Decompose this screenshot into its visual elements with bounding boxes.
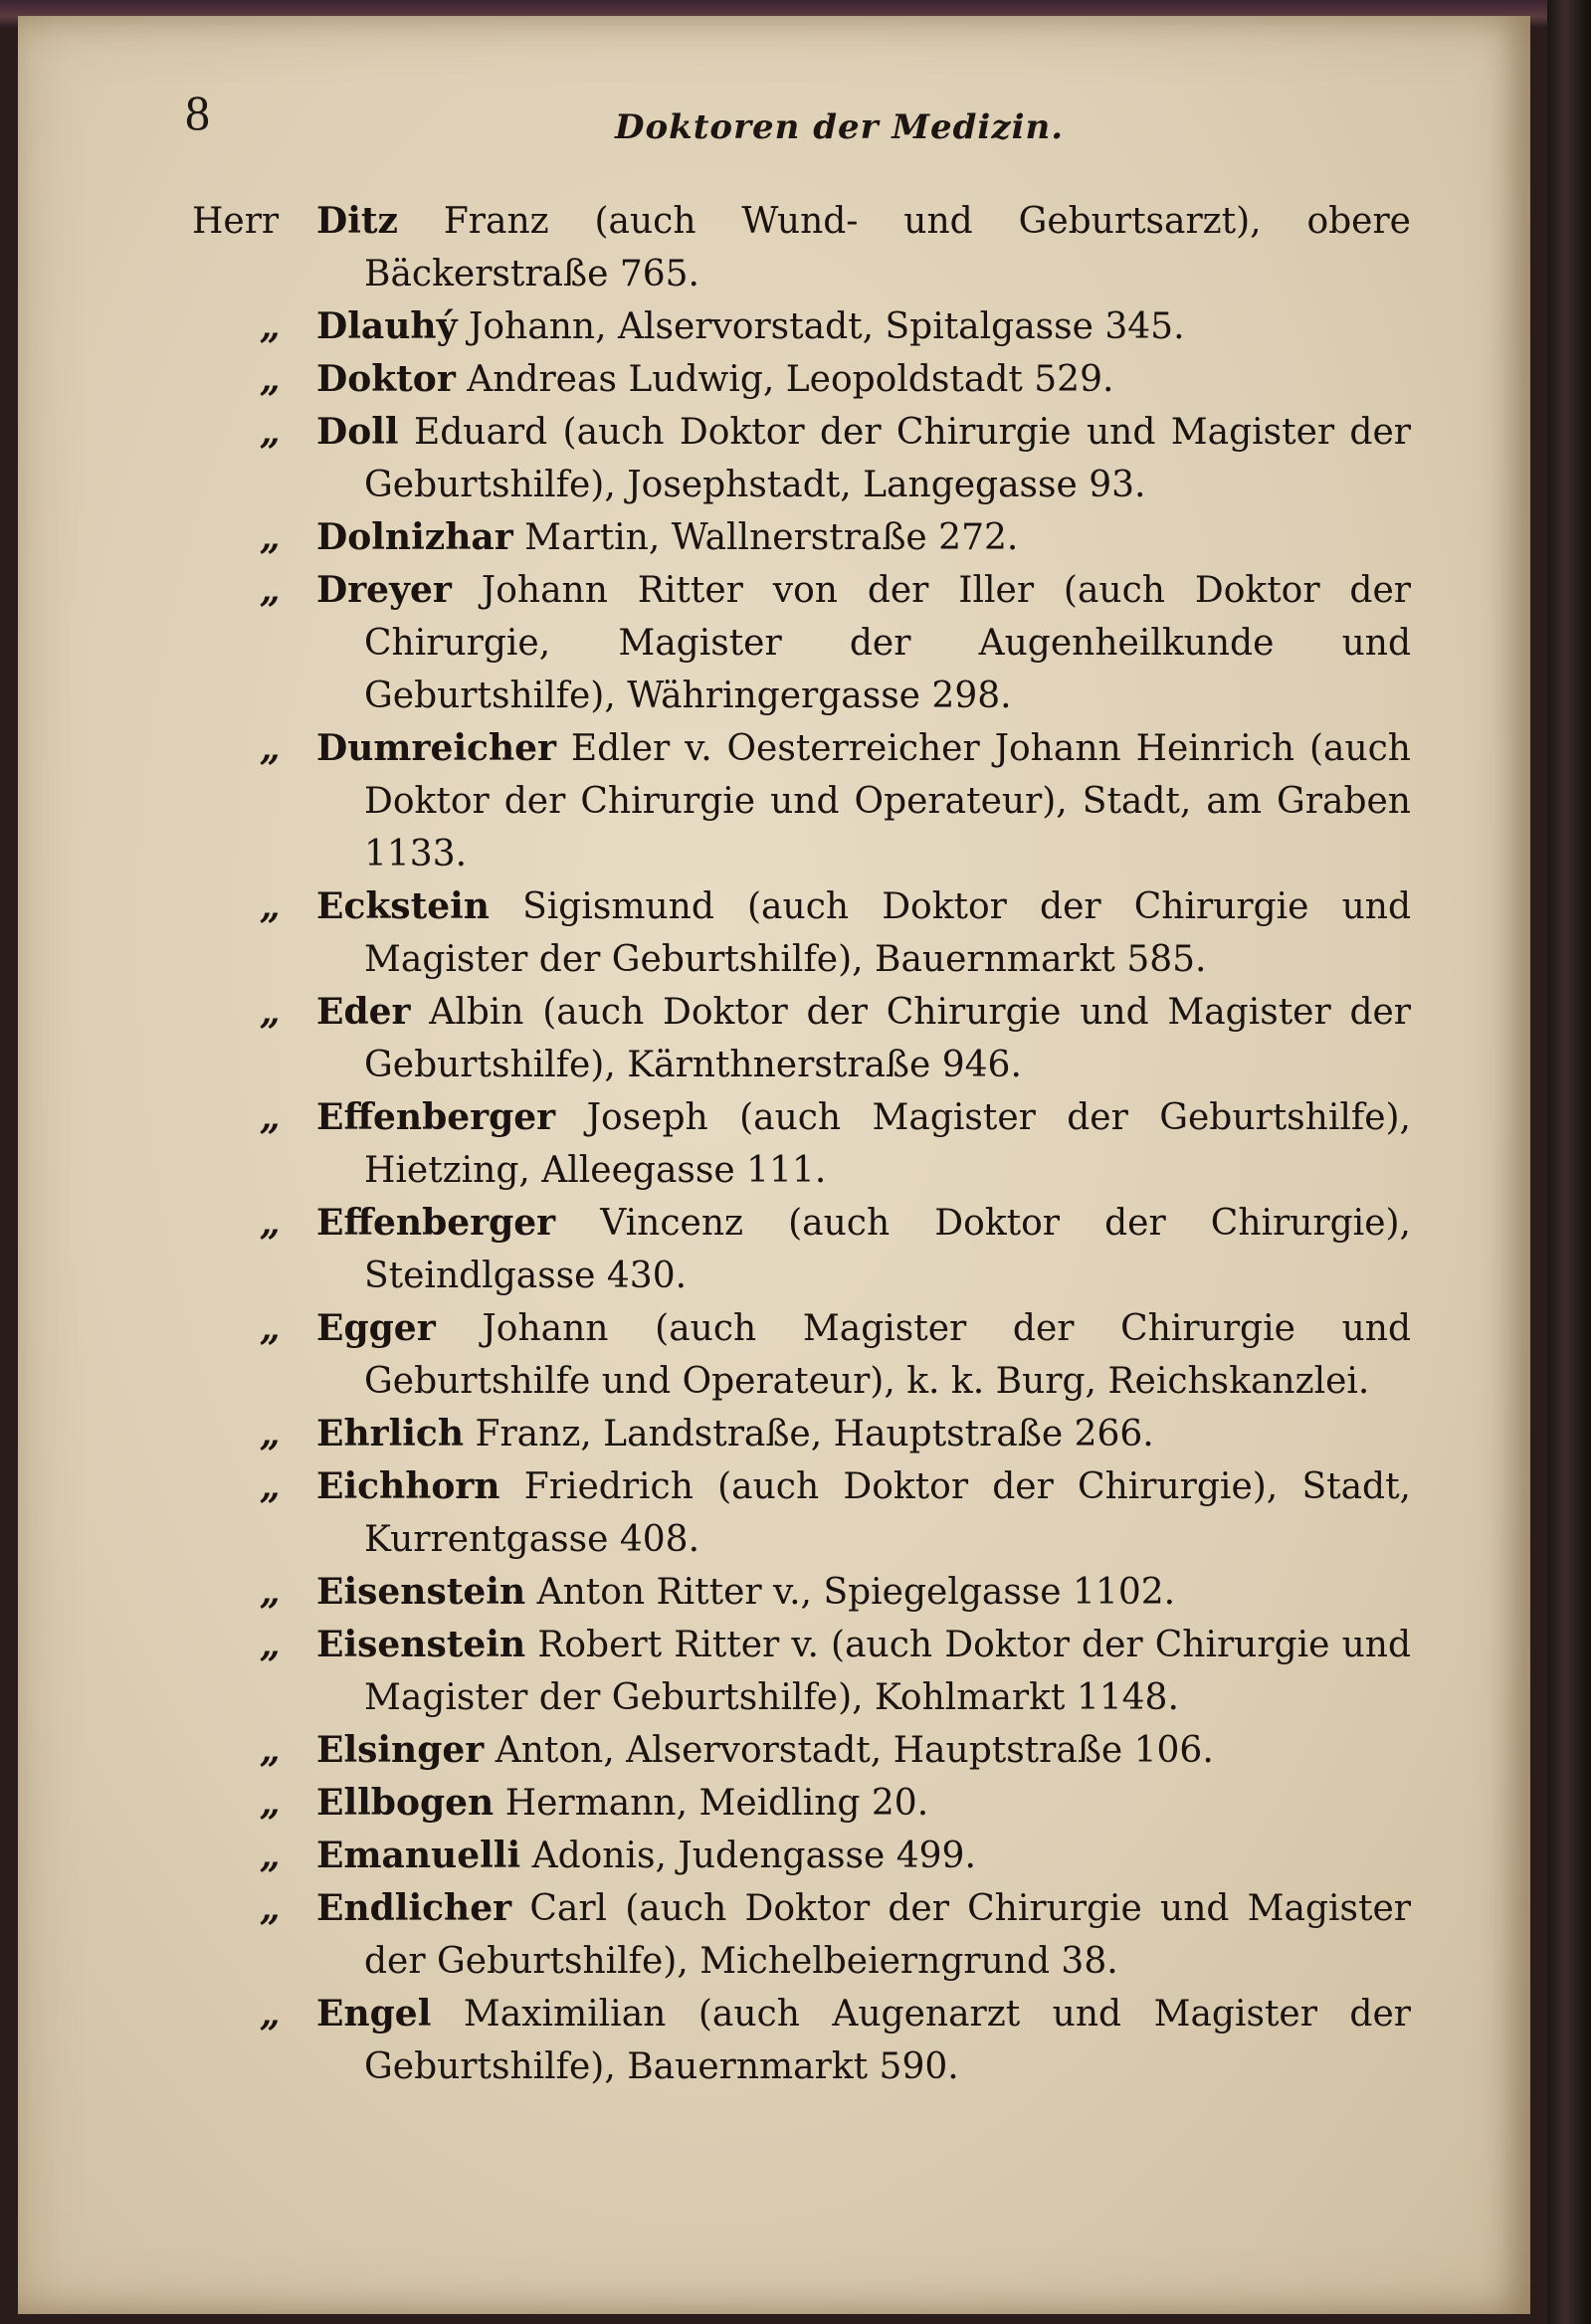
ditto-mark: „ <box>260 1307 281 1349</box>
ditto-mark: „ <box>260 305 281 347</box>
entry-surname: Dreyer <box>316 569 452 611</box>
entry-surname: Elsinger <box>316 1729 485 1771</box>
entry-surname: Effenberger <box>316 1096 556 1138</box>
ditto-mark: „ <box>260 1571 281 1613</box>
entry-surname: Engel <box>316 1993 432 2034</box>
directory-entry <box>192 1988 1411 2093</box>
running-head: Doktoren der Medizin. <box>615 107 1065 147</box>
directory-entry <box>192 195 1411 300</box>
ditto-mark: „ <box>260 1096 281 1138</box>
entry-surname: Ellbogen <box>316 1782 495 1824</box>
entry-details: Edler v. Oesterreicher Johann Heinrich (auch Doktor der Chirurgie und Operateur), Stadt, am Graben 1133. <box>364 728 1411 874</box>
ditto-mark: „ <box>260 885 281 927</box>
directory-entry <box>192 511 1411 564</box>
entry-details: Franz, Landstraße, Hauptstraße 266. <box>475 1414 1154 1454</box>
book-binding-right <box>1547 0 1591 2324</box>
entry-details: Adonis, Judengasse 499. <box>531 1836 976 1876</box>
page-number: 8 <box>185 85 210 140</box>
entry-details: Andreas Ludwig, Leopoldstadt 529. <box>467 359 1114 400</box>
entry-surname: Endlicher <box>316 1887 512 1929</box>
entry-surname: Eckstein <box>316 885 490 927</box>
directory-entry <box>192 880 1411 986</box>
entry-surname: Ditz <box>316 200 398 242</box>
entry-surname: Egger <box>316 1307 436 1349</box>
ditto-mark: „ <box>260 1835 281 1876</box>
directory-entry <box>192 1302 1411 1408</box>
entry-surname: Doktor <box>316 358 456 400</box>
entry-surname: Eisenstein <box>316 1624 526 1665</box>
entry-details: Robert Ritter v. (auch Doktor der Chirurgie und Magister der Geburtshilfe), Kohlmarkt 1148. <box>364 1625 1411 1718</box>
entry-details: Joseph (auch Magister der Geburtshilfe), Hietzing, Alleegasse 111. <box>364 1097 1411 1191</box>
directory-entry <box>192 722 1411 880</box>
directory-entry <box>192 1460 1411 1566</box>
entry-details: Albin (auch Doktor der Chirurgie und Magister der Geburtshilfe), Kärnthnerstraße 946. <box>364 992 1411 1085</box>
directory-entry <box>192 1091 1411 1197</box>
ditto-mark: „ <box>260 1465 281 1507</box>
ditto-mark: „ <box>260 411 281 453</box>
entry-surname: Effenberger <box>316 1202 556 1244</box>
entry-details: Franz (auch Wund- und Geburtsarzt), obere Bäckerstraße 765. <box>364 201 1411 294</box>
entry-details: Johann (auch Magister der Chirurgie und Geburtshilfe und Operateur), k. k. Burg, Reichskanzlei. <box>364 1308 1412 1402</box>
entry-surname: Dumreicher <box>316 727 556 769</box>
entry-surname: Doll <box>316 411 399 453</box>
directory-entry <box>192 1724 1411 1777</box>
entry-details: Hermann, Meidling 20. <box>504 1783 929 1824</box>
directory-entry <box>192 1619 1411 1724</box>
entry-surname: Eder <box>316 991 411 1033</box>
entry-surname: Ehrlich <box>316 1413 465 1454</box>
ditto-mark: „ <box>260 358 281 400</box>
entry-details: Johann Ritter von der Iller (auch Doktor der Chirurgie, Magister der Augenheilkunde und Geburtshilfe), Währingergasse 298. <box>364 570 1411 716</box>
ditto-mark: „ <box>260 727 281 769</box>
ditto-mark: „ <box>260 991 281 1033</box>
directory-entry <box>192 1882 1411 1988</box>
entry-details: Anton, Alservorstadt, Hauptstraße 106. <box>495 1730 1214 1771</box>
ditto-mark: „ <box>260 1782 281 1824</box>
directory-entry <box>192 300 1411 353</box>
entry-details: Johann, Alservorstadt, Spitalgasse 345. <box>468 306 1185 347</box>
entry-details: Martin, Wallnerstraße 272. <box>524 517 1019 558</box>
ditto-mark: „ <box>260 1413 281 1454</box>
entry-surname: Dolnizhar <box>316 516 513 558</box>
entry-surname: Eichhorn <box>316 1465 500 1507</box>
directory-entry <box>192 1408 1411 1460</box>
entry-details: Eduard (auch Doktor der Chirurgie und Magister der Geburtshilfe), Josephstadt, Langegasse 93. <box>364 412 1411 505</box>
entry-surname: Emanuelli <box>316 1835 521 1876</box>
entry-surname: Eisenstein <box>316 1571 526 1613</box>
entry-surname: Dlauhý <box>316 305 458 347</box>
ditto-mark: „ <box>260 516 281 558</box>
directory-list <box>192 195 1411 2093</box>
directory-entry <box>192 406 1411 511</box>
directory-entry <box>192 986 1411 1091</box>
directory-entry <box>192 1830 1411 1882</box>
ditto-mark: „ <box>260 569 281 611</box>
ditto-mark: „ <box>260 1624 281 1665</box>
entry-details: Anton Ritter v., Spiegelgasse 1102. <box>536 1572 1176 1613</box>
entry-details: Carl (auch Doktor der Chirurgie und Magister der Geburtshilfe), Michelbeierngrund 38. <box>364 1888 1411 1982</box>
directory-entry <box>192 353 1411 406</box>
ditto-mark: „ <box>260 1993 281 2034</box>
ditto-mark: „ <box>260 1887 281 1929</box>
directory-entry <box>192 1777 1411 1830</box>
directory-entry <box>192 1197 1411 1302</box>
ditto-mark: „ <box>260 1202 281 1244</box>
directory-entry <box>192 1566 1411 1619</box>
entry-details: Sigismund (auch Doktor der Chirurgie und Magister der Geburtshilfe), Bauernmarkt 585. <box>364 886 1412 980</box>
entry-details: Maximilian (auch Augenarzt und Magister der Geburtshilfe), Bauernmarkt 590. <box>364 1994 1411 2087</box>
ditto-mark: „ <box>260 1729 281 1771</box>
honorific: Herr <box>192 201 280 242</box>
directory-entry <box>192 564 1411 722</box>
book-page <box>18 16 1530 2314</box>
entry-details: Friedrich (auch Doktor der Chirurgie), Stadt, Kurrentgasse 408. <box>364 1466 1411 1560</box>
entry-details: Vincenz (auch Doktor der Chirurgie), Steindlgasse 430. <box>364 1203 1411 1296</box>
